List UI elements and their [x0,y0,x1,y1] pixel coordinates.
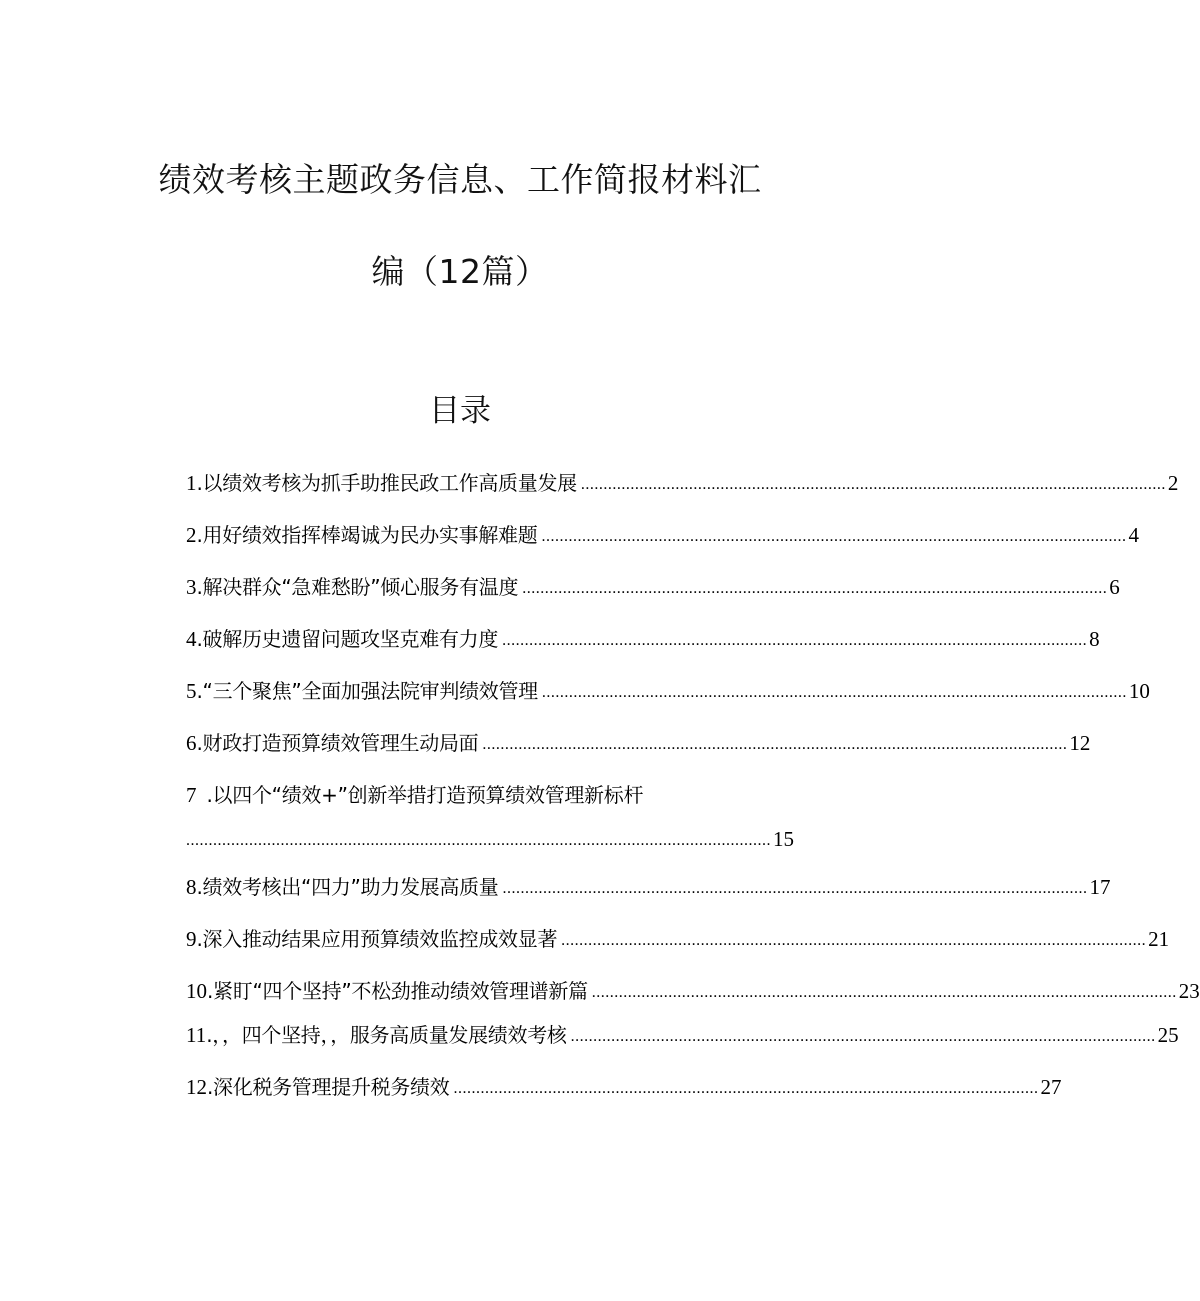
toc-entry-page: 12 [1069,731,1091,755]
toc-entry-title: .深入推动结果应用预算绩效监控成效显著 [196,927,558,951]
toc-heading: 目录 [429,393,491,429]
toc-entry-title: .深化税务管理提升税务绩效 [207,1075,450,1099]
toc-entry-page: 21 [1148,927,1170,951]
toc-dot-leader: .................................................................................................................................. [453,1080,1039,1097]
toc-entry-number: 5 [186,679,197,703]
toc-dot-leader: .................................................................................................................................. [522,580,1108,597]
toc-entry-page: 2 [1167,471,1179,495]
toc-entry-title: .破解历史遗留问题攻坚克难有力度 [196,627,499,651]
toc-dot-leader: .................................................................................................................................. [561,932,1147,949]
toc-dot-leader: .................................................................................................................................. [541,528,1127,545]
toc-entry-11[interactable] [186,1018,1179,1050]
toc-entry-number: 2 [186,523,197,547]
toc-entry-number: 12 [186,1075,207,1099]
document-title-line-1: 绩效考核主题政务信息、工作简报材料汇 [158,160,762,199]
toc-entry-page: 27 [1040,1075,1062,1099]
toc-entry-4[interactable] [186,622,1100,654]
toc-entry-page: 4 [1128,523,1139,547]
document-title-line-2: 编（12篇） [371,252,549,291]
toc-entry-title-row [186,778,774,810]
toc-entry-number: 11 [186,1023,207,1047]
toc-entry-title: .用好绩效指挥棒竭诚为民办实事解难题 [196,523,538,547]
toc-entry-9[interactable] [186,922,1170,954]
toc-entry-page: 25 [1157,1023,1179,1047]
toc-dot-leader: .................................................................................................................................. [482,736,1068,753]
toc-dot-leader: .................................................................................................................................. [580,476,1166,493]
toc-entry-title: .解决群众“急难愁盼”倾心服务有温度 [196,575,519,599]
toc-dot-leader: .................................................................................................................................. [186,832,771,849]
toc-entry-leader-row [186,822,794,854]
toc-entry-number: 9 [186,927,197,951]
toc-entry-10[interactable] [186,974,1200,1006]
toc-entry-title: .“三个聚焦”全面加强法院审判绩效管理 [196,679,538,703]
toc-entry-page: 6 [1109,575,1120,599]
toc-entry-12[interactable] [186,1070,1062,1102]
toc-entry-number: 10 [186,979,207,1003]
toc-entry-number: 1 [186,471,197,495]
toc-entry-3[interactable] [186,570,1120,602]
toc-entry-2[interactable] [186,518,1139,550]
toc-dot-leader: .................................................................................................................................. [541,684,1127,701]
toc-entry-page: 23 [1178,979,1200,1003]
toc-entry-title: .财政打造预算绩效管理生动局面 [196,731,479,755]
toc-entry-title: .以绩效考核为抓手助推民政工作高质量发展 [196,471,577,495]
toc-entry-title: .以四个“绩效+”创新举措打造预算绩效管理新标杆 [206,783,644,807]
toc-entry-number: 4 [186,627,197,651]
toc-entry-number: 8 [186,875,197,899]
toc-dot-leader: .................................................................................................................................. [502,880,1088,897]
toc-dot-leader: .................................................................................................................................. [502,632,1088,649]
toc-entry-page: 15 [773,827,794,851]
toc-entry-page: 8 [1089,627,1100,651]
toc-entry-6[interactable] [186,726,1091,758]
toc-dot-leader: .................................................................................................................................. [591,984,1177,1001]
toc-entry-number: 3 [186,575,197,599]
toc-entry-page: 17 [1089,875,1111,899]
toc-entry-title: .绩效考核出“四力”助力发展高质量 [196,875,499,899]
toc-entry-title: .紧盯“四个坚持”不松劲推动绩效管理谱新篇 [207,979,588,1003]
toc-dot-leader: .................................................................................................................................. [570,1028,1156,1045]
toc-entry-5[interactable] [186,674,1150,706]
toc-entry-number: 7 [186,783,197,807]
toc-entry-title: .，，四个坚持，，服务高质量发展绩效考核 [206,1023,567,1047]
toc-entry-1[interactable] [186,466,1179,498]
toc-entry-page: 10 [1128,679,1150,703]
toc-entry-number: 6 [186,731,197,755]
toc-entry-7[interactable] [186,778,794,854]
toc-entry-8[interactable] [186,870,1111,902]
